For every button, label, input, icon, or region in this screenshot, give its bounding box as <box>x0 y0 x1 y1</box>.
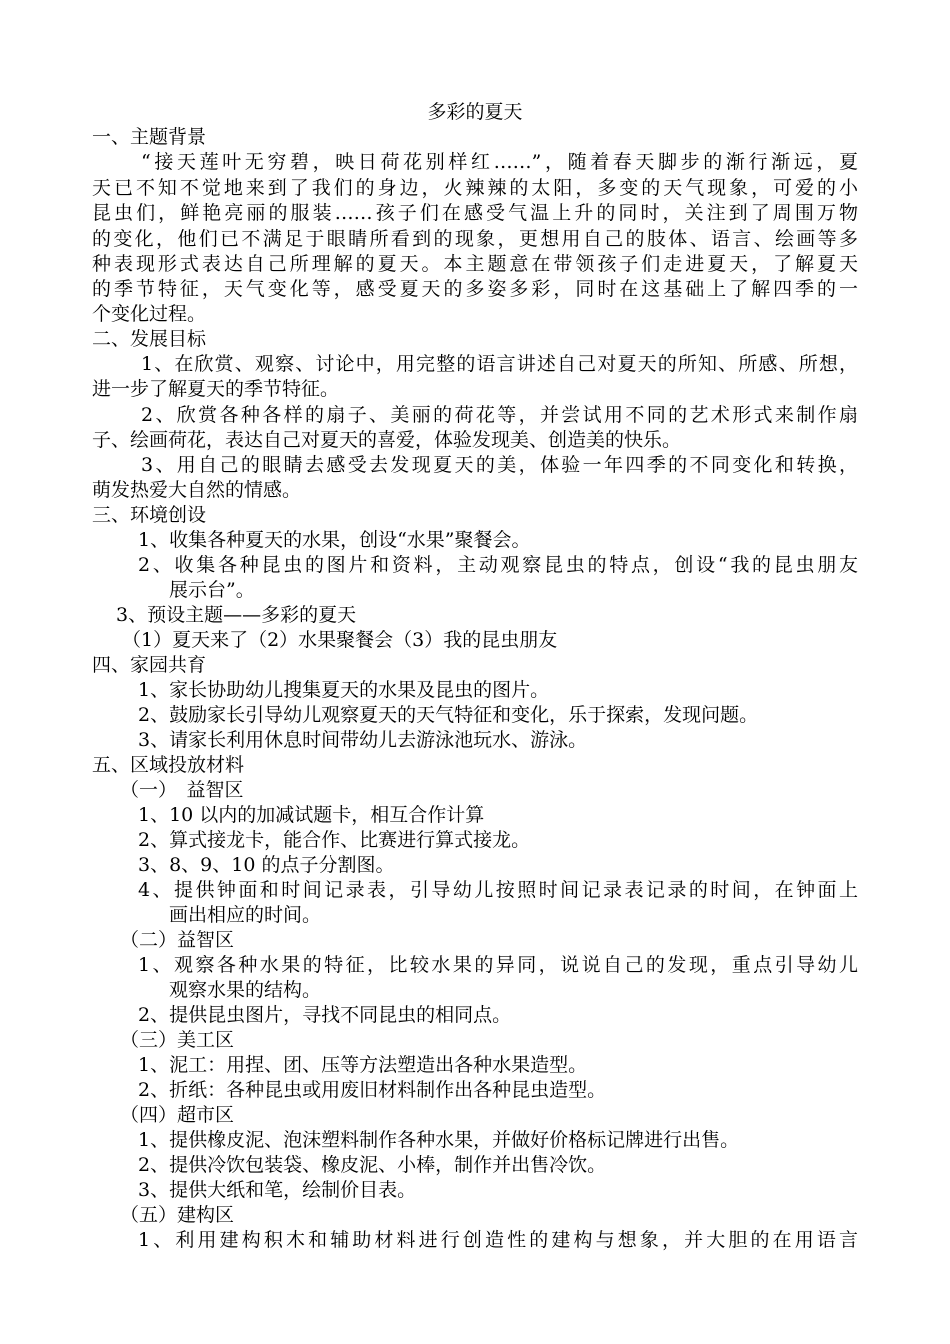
paragraph-line: 天已不知不觉地来到了我们的身边，火辣辣的太阳，多变的天气现象，可爱的小 <box>92 177 858 199</box>
material-line: 2、提供冷饮包装袋、橡皮泥、小棒，制作并出售冷饮。 <box>138 1154 607 1176</box>
paragraph-line: “接天莲叶无穷碧，映日荷花别样红……”，随着春天脚步的渐行渐远，夏 <box>141 151 858 173</box>
home-school-line: 3、请家长利用休息时间带幼儿去游泳池玩水、游泳。 <box>138 729 588 751</box>
section-heading-home-school: 四、家园共育 <box>92 654 207 676</box>
area-label: （三）美工区 <box>120 1029 235 1051</box>
material-line: 画出相应的时间。 <box>169 904 322 926</box>
area-label: （二）益智区 <box>120 929 235 951</box>
goal-line: 1、在欣赏、观察、讨论中，用完整的语言讲述自己对夏天的所知、所感、所想， <box>141 353 858 375</box>
material-line: 4、提供钟面和时间记录表，引导幼儿按照时间记录表记录的时间，在钟面上 <box>138 879 858 901</box>
material-line: 观察水果的结构。 <box>169 979 322 1001</box>
section-heading-environment: 三、环境创设 <box>92 504 207 526</box>
goal-line: 2、欣赏各种各样的扇子、美丽的荷花等，并尝试用不同的艺术形式来制作扇 <box>141 404 858 426</box>
goal-line: 萌发热爱大自然的情感。 <box>92 479 302 501</box>
material-line: 2、折纸：各种昆虫或用废旧材料制作出各种昆虫造型。 <box>138 1079 607 1101</box>
material-line: 1、利用建构积木和辅助材料进行创造性的建构与想象，并大胆的在用语言 <box>138 1229 858 1251</box>
material-line: 1、提供橡皮泥、泡沫塑料制作各种水果，并做好价格标记牌进行出售。 <box>138 1129 740 1151</box>
area-label: （四）超市区 <box>120 1104 235 1126</box>
paragraph-line: 种表现形式表达自己所理解的夏天。本主题意在带领孩子们走进夏天，了解夏天 <box>92 253 858 275</box>
paragraph-line: 昆虫们，鲜艳亮丽的服装……孩子们在感受气温上升的同时，关注到了周围万物 <box>92 202 858 224</box>
material-line: 1、观察各种水果的特征，比较水果的异同，说说自己的发现，重点引导幼儿 <box>138 954 858 976</box>
environment-line: 1、收集各种夏天的水果，创设“水果”聚餐会。 <box>138 529 531 551</box>
paragraph-line: 的季节特征，天气变化等，感受夏天的多姿多彩，同时在这基础上了解四季的一 <box>92 278 858 300</box>
document-title: 多彩的夏天 <box>427 101 523 123</box>
goal-line: 进一步了解夏天的季节特征。 <box>92 378 340 400</box>
section-heading-background: 一、主题背景 <box>92 126 207 148</box>
environment-line: 2、收集各种昆虫的图片和资料，主动观察昆虫的特点，创设“我的昆虫朋友 <box>138 554 858 576</box>
area-label: （一） 益智区 <box>120 779 244 801</box>
goal-line: 3、用自己的眼睛去感受去发现夏天的美，体验一年四季的不同变化和转换， <box>141 454 858 476</box>
paragraph-line: 个变化过程。 <box>92 303 207 325</box>
material-line: 1、10 以内的加减试题卡，相互合作计算 <box>138 804 485 826</box>
material-line: 1、泥工：用捏、团、压等方法塑造出各种水果造型。 <box>138 1054 588 1076</box>
section-heading-goals: 二、发展目标 <box>92 328 207 350</box>
section-heading-materials: 五、区域投放材料 <box>92 754 245 776</box>
paragraph-line: 的变化，他们已不满足于眼睛所看到的现象，更想用自己的肢体、语言、绘画等多 <box>92 228 858 250</box>
environment-line: 展示台”。 <box>169 579 255 601</box>
home-school-line: 1、家长协助幼儿搜集夏天的水果及昆虫的图片。 <box>138 679 550 701</box>
material-line: 2、提供昆虫图片，寻找不同昆虫的相同点。 <box>138 1004 512 1026</box>
material-line: 2、算式接龙卡，能合作、比赛进行算式接龙。 <box>138 829 531 851</box>
material-line: 3、提供大纸和笔，绘制价目表。 <box>138 1179 417 1201</box>
material-line: 3、8、9、10 的点子分割图。 <box>138 854 395 876</box>
goal-line: 子、绘画荷花，表达自己对夏天的喜爱，体验发现美、创造美的快乐。 <box>92 429 682 451</box>
environment-line: 3、预设主题——多彩的夏天 <box>116 604 357 626</box>
environment-line: （1）夏天来了（2）水果聚餐会（3）我的昆虫朋友 <box>122 629 558 651</box>
area-label: （五）建构区 <box>120 1204 235 1226</box>
home-school-line: 2、鼓励家长引导幼儿观察夏天的天气特征和变化，乐于探索，发现问题。 <box>138 704 759 726</box>
